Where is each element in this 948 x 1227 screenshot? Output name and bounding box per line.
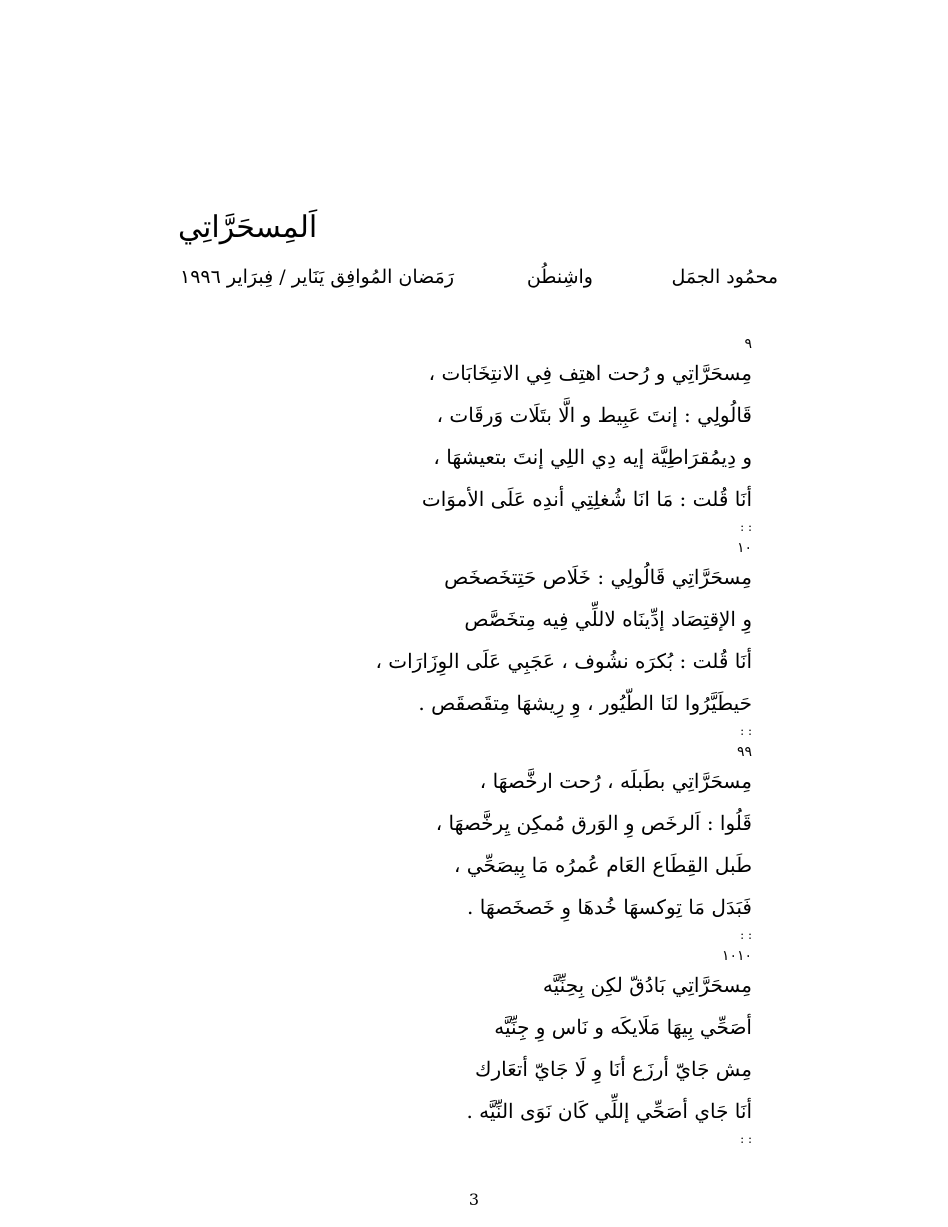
verse-line: فَبَدَل مَا تِوكسهَا خُدهَا وِ خَصخَصهَا . — [467, 895, 752, 919]
verse-line: مِسحَرَّاتِي و رُحت اهتِف فِي الانتِخَابَات ، — [428, 361, 752, 385]
stanza-separator: : : — [740, 724, 752, 738]
verse-line: حَيطَيَّرُوا لنَا الطّيُور ، وِ رِيشهَا مِتقَصقَص . — [418, 691, 752, 715]
author-name: محمُود الجمَل — [671, 266, 778, 288]
stanza-number: ١٠ — [736, 540, 752, 556]
stanza-separator: : : — [740, 928, 752, 942]
verse-line: أنَا قُلت : بُكرَه نشُوف ، عَجَبِي عَلَى الوِزَارَات ، — [375, 649, 752, 673]
stanza — [192, 948, 752, 1146]
stanza-number: ٩ — [744, 336, 752, 352]
verse-line: مِسحَرَّاتِي بَادُقّ لكِن بِحِنِّيَّه — [542, 973, 752, 997]
poem-title: اَلمِسحَرَّاتِي — [178, 210, 318, 245]
stanza-separator: : : — [740, 1132, 752, 1146]
verse-line: طَبل القِطَاع العَام عُمرُه مَا بِيصَحِّي ، — [453, 853, 752, 877]
verse-line: وِ الإقتِصَاد إدِّينَاه لاللِّي فِيه مِتخَصَّص — [464, 607, 752, 631]
verse-line: مِسحَرَّاتِي بطَبلَه ، رُحت ارخَّصهَا ، — [479, 769, 752, 793]
verse-line: قَلُوا : اَلرخَص وِ الوَرق مُمكِن يِرخَّصهَا ، — [435, 811, 752, 835]
date-line: رَمَضان المُوافِق يَنَاير / فِبرَاير ١٩٩٦ — [180, 266, 455, 288]
stanza — [192, 744, 752, 942]
stanza — [192, 336, 752, 534]
verse-line: مِسحَرَّاتِي قَالُولِي : خَلَاص حَتِتخَصخَص — [444, 565, 752, 589]
stanza-number: ٩٩ — [736, 744, 752, 760]
stanza-number: ١٠١٠ — [721, 948, 752, 964]
city-name: واشِنطُن — [526, 266, 593, 288]
verse-line: أنَا قُلت : مَا انَا شُغلِتِي أندِه عَلَى الأموَات — [421, 487, 752, 511]
verse-line: قَالُولِي : إنتَ عَبِيط و الَّا بتَلَات وَرقَات ، — [436, 403, 752, 427]
verse-line: و دِيمُقرَاطِيَّة إيه دِي اللِي إنتَ بتعيشهَا ، — [433, 445, 752, 469]
page-number: 3 — [468, 1190, 480, 1209]
verse-line: أصَحِّي بِيهَا مَلَايكَه و نَاس وِ جِنِّيَّه — [494, 1015, 752, 1039]
stanza-separator: : : — [740, 520, 752, 534]
stanza — [192, 540, 752, 738]
verse-line: أنَا جَاي أصَحِّي إللِّي كَان نَوَى النِّيَّه . — [466, 1099, 752, 1123]
verse-line: مِش جَايّ أرزَع أنَا وِ لَا جَايّ أتعَارك — [474, 1057, 752, 1081]
